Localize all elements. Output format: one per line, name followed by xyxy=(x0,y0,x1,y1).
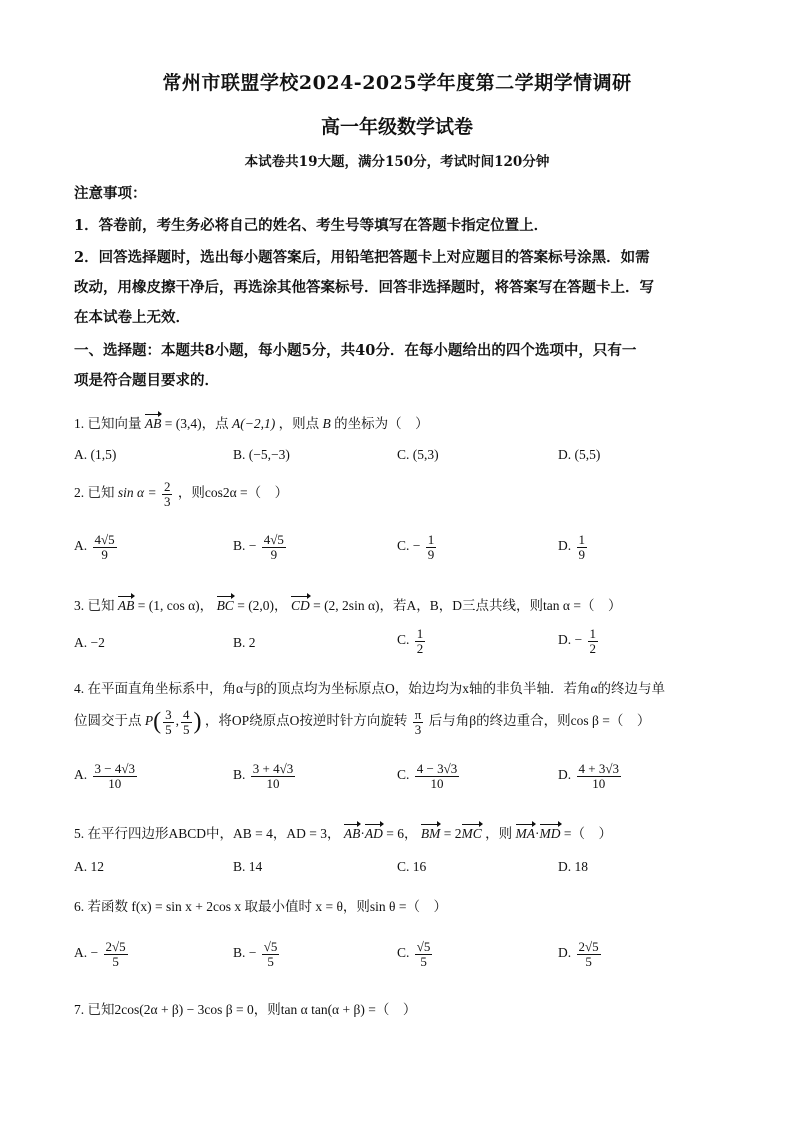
question-2-option-d: D. $\frac{1}{9}$ xyxy=(558,532,585,562)
question-5-option-a: A. 12 xyxy=(74,859,104,874)
fraction: $\frac{3 - 4√3}{10}$ xyxy=(94,761,135,791)
question-2-option-c: C. − $\frac{1}{9}$ xyxy=(397,532,435,562)
question-3-option-c: C. $\frac{1}{2}$ xyxy=(397,626,424,656)
fraction: $\frac{3}{5}$ xyxy=(165,707,172,737)
question-3-option-b: B. 2 xyxy=(233,635,256,650)
question-1-stem: 1. 已知向量 AB = (3,4)，点 A(−2,1) ，则点 B 的坐标为（ ） xyxy=(74,416,429,431)
question-5-option-d: D. 18 xyxy=(558,859,588,874)
question-5-stem: 5. 在平行四边形ABCD中，AB = 4，AD = 3， AB·AD = 6， BM = 2MC ，则 MA·MD =（ ） xyxy=(74,826,612,841)
question-1-option-c: C. (5,3) xyxy=(397,447,439,462)
question-4-option-a: A. $\frac{3 - 4√3}{10}$ xyxy=(74,761,135,791)
notice-item-2-line-2: 改动，用橡皮擦干净后，再选涂其他答案标号．回答非选择题时，将答案写在答题卡上．写 xyxy=(74,279,654,296)
vector-ab: AB xyxy=(117,598,135,613)
fraction: $\frac{√5}{5}$ xyxy=(416,939,431,969)
fraction: $\frac{2}{3}$ xyxy=(163,479,171,509)
notice-item-2-line-1: 2．回答选择题时，选出每小题答案后，用铅笔把答题卡上对应题目的答案标号涂黑．如需 xyxy=(74,249,650,266)
question-1-option-a: A. (1,5) xyxy=(74,447,117,462)
notice-item-2-line-3: 在本试卷上无效． xyxy=(74,309,190,326)
question-4-line-2: 位圆交于点 P( $\frac{3}{5}$ , $\frac{4}{5}$ ) ，将OP绕原点O按逆时针方向旋转 $\frac{\pi}{3}$ 后与角β的终边重合，则cos β =（ ） xyxy=(74,707,651,737)
question-5-option-c: C. 16 xyxy=(397,859,427,874)
question-3-stem: 3. 已知 AB = (1, cos α)， BC = (2,0)， CD = (2, 2sin α)，若A，B，D三点共线，则tan α =（ ） xyxy=(74,598,622,613)
question-7-stem: 7. 已知2cos(2α + β) − 3cos β = 0，则tan α tan(α + β) =（ ） xyxy=(74,1002,417,1017)
fraction: $\frac{4}{5}$ xyxy=(183,707,190,737)
vector-ma: MA xyxy=(515,826,535,841)
fraction: $\frac{2√5}{5}$ xyxy=(578,939,599,969)
question-3-option-d: D. − $\frac{1}{2}$ xyxy=(558,626,596,656)
notice-item-1: 1．答卷前，考生务必将自己的姓名、考生号等填写在答题卡指定位置上． xyxy=(74,217,549,234)
vector-ab: AB xyxy=(144,416,162,431)
fraction: $\frac{4 + 3√3}{10}$ xyxy=(578,761,619,791)
question-6-option-b: B. − $\frac{√5}{5}$ xyxy=(233,939,278,969)
question-6-option-a: A. − $\frac{2√5}{5}$ xyxy=(74,939,126,969)
question-4-line-1: 4. 在平面直角坐标系中，角α与β的顶点均为坐标原点O，始边均为x轴的非负半轴．若角α的终边与单 xyxy=(74,681,666,696)
question-3-option-a: A. −2 xyxy=(74,635,105,650)
section-heading-line-1: 一、选择题：本题共8小题，每小题5分，共40分．在每小题给出的四个选项中，只有一 xyxy=(74,342,637,359)
question-4-option-d: D. $\frac{4 + 3√3}{10}$ xyxy=(558,761,619,791)
fraction: $\frac{1}{9}$ xyxy=(578,532,585,562)
vector-bm: BM xyxy=(420,826,441,841)
fraction: $\frac{4√5}{9}$ xyxy=(94,532,115,562)
question-6-option-d: D. $\frac{2√5}{5}$ xyxy=(558,939,599,969)
question-5-option-b: B. 14 xyxy=(233,859,263,874)
vector-mc: MC xyxy=(461,826,482,841)
section-heading-line-2: 项是符合题目要求的． xyxy=(74,372,219,389)
fraction: $\frac{1}{2}$ xyxy=(416,626,424,656)
question-4-option-b: B. $\frac{3 + 4√3}{10}$ xyxy=(233,761,294,791)
vector-ab: AB xyxy=(343,826,361,841)
question-6-option-c: C. $\frac{√5}{5}$ xyxy=(397,939,431,969)
exam-title: 常州市联盟学校2024-2025学年度第二学期学情调研 xyxy=(162,72,632,94)
question-1-option-b: B. (−5,−3) xyxy=(233,447,290,462)
fraction: $\frac{√5}{5}$ xyxy=(263,939,278,969)
question-2-option-b: B. − $\frac{4√5}{9}$ xyxy=(233,532,284,562)
question-1-option-d: D. (5,5) xyxy=(558,447,601,462)
question-2-stem: 2. 已知 sin α = $\frac{2}{3}$ ，则cos2α =（ ） xyxy=(74,479,289,509)
fraction: $\frac{4√5}{9}$ xyxy=(263,532,284,562)
question-6-stem: 6. 若函数 f(x) = sin x + 2cos x 取最小值时 x = θ，则sin θ =（ ） xyxy=(74,899,448,914)
exam-subtitle: 高一年级数学试卷 xyxy=(320,116,473,138)
fraction: $\frac{\pi}{3}$ xyxy=(414,707,422,737)
fraction: $\frac{4 - 3√3}{10}$ xyxy=(416,761,458,791)
fraction: $\frac{3 + 4√3}{10}$ xyxy=(252,761,294,791)
vector-cd: CD xyxy=(290,598,310,613)
vector-ad: AD xyxy=(364,826,383,841)
vector-bc: BC xyxy=(216,598,234,613)
vector-md: MD xyxy=(539,826,561,841)
fraction: $\frac{2√5}{5}$ xyxy=(105,939,126,969)
question-4-option-c: C. $\frac{4 - 3√3}{10}$ xyxy=(397,761,458,791)
exam-info: 本试卷共19大题，满分150分，考试时间120分钟 xyxy=(244,154,550,170)
question-2-option-a: A. $\frac{4√5}{9}$ xyxy=(74,532,115,562)
fraction: $\frac{1}{2}$ xyxy=(589,626,596,656)
fraction: $\frac{1}{9}$ xyxy=(427,532,435,562)
notice-heading: 注意事项： xyxy=(74,185,147,202)
